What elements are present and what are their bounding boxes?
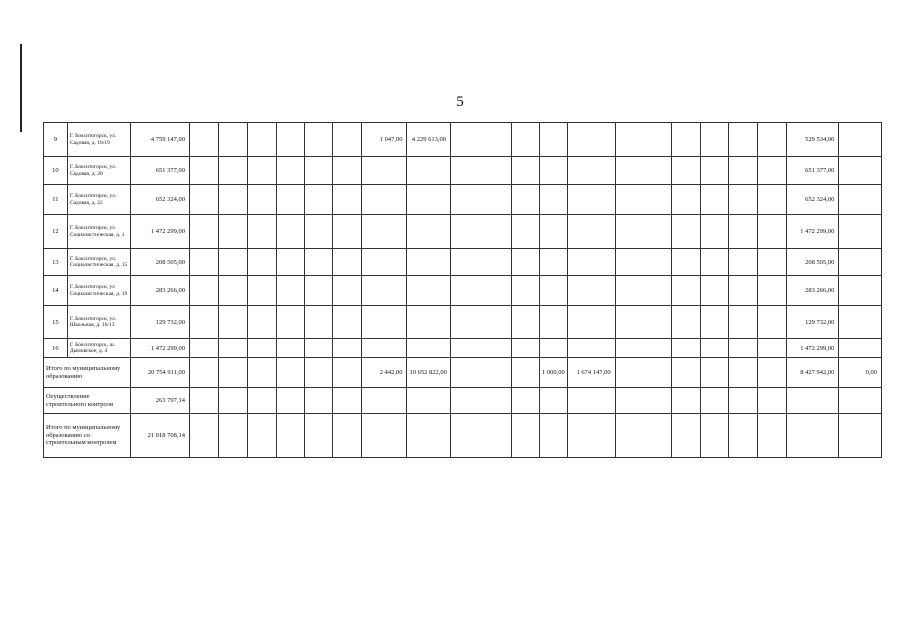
empty-cell [757,358,786,388]
table-row [44,185,882,215]
empty-cell [700,358,728,388]
empty-cell [728,215,757,249]
empty-cell [219,388,248,414]
empty-cell [248,123,277,157]
empty-cell [248,215,277,249]
empty-cell [332,276,361,306]
empty-cell [512,157,540,185]
row-value-cell [407,157,451,185]
empty-cell [361,388,407,414]
table-row [44,215,882,249]
empty-cell [757,249,786,276]
empty-cell [757,414,786,458]
empty-cell [450,414,511,458]
row-value-cell [568,339,616,358]
empty-cell [219,414,248,458]
empty-cell [190,358,219,388]
row-value-cell: 4 229 613,00 [407,123,451,157]
empty-cell [248,276,277,306]
empty-cell [671,185,700,215]
total-label: Итого по муниципальному образованию [44,358,131,388]
empty-cell [332,157,361,185]
row-index: 11 [44,185,68,215]
row-index: 14 [44,276,68,306]
total-label: Итого по муниципальному образованию со строительным контролем [44,414,131,458]
row-value-cell [568,276,616,306]
empty-cell [757,339,786,358]
empty-cell [757,215,786,249]
empty-cell [671,157,700,185]
total-value-cell: 1 674 147,00 [568,358,616,388]
row-address: Г. Бокситогорск, ул. Социалистическая, д. 15 [67,249,130,276]
empty-cell [304,306,332,339]
row-value-cell [361,306,407,339]
row-index: 12 [44,215,68,249]
empty-cell [219,276,248,306]
table-body [44,123,882,458]
empty-cell [786,388,839,414]
total-row-municipal-with-control [44,414,882,458]
empty-cell [540,388,568,414]
empty-cell [700,215,728,249]
row-value-cell [407,306,451,339]
empty-cell [450,388,511,414]
total-value-cell: 2 442,00 [361,358,407,388]
empty-cell [671,249,700,276]
row-index: 16 [44,339,68,358]
empty-cell [277,414,305,458]
empty-cell [332,339,361,358]
empty-cell [332,414,361,458]
empty-cell [540,414,568,458]
empty-cell [190,388,219,414]
empty-cell [615,276,671,306]
empty-cell [190,157,219,185]
empty-cell [304,388,332,414]
row-total: 652 324,00 [130,185,189,215]
empty-cell [512,388,540,414]
empty-cell [219,306,248,339]
row-value-cell [568,215,616,249]
empty-cell [304,157,332,185]
empty-cell [728,358,757,388]
row-address: Г. Бокситогорск, ул. Садовая, д. 22 [67,185,130,215]
empty-cell [512,185,540,215]
row-value-cell [839,306,882,339]
empty-cell [700,185,728,215]
empty-cell [248,339,277,358]
empty-cell [615,157,671,185]
row-index: 15 [44,306,68,339]
row-value-cell [407,185,451,215]
empty-cell [190,276,219,306]
row-value-cell [407,215,451,249]
empty-cell [757,157,786,185]
empty-cell [615,388,671,414]
row-value-cell [540,215,568,249]
row-value-cell [540,306,568,339]
empty-cell [700,157,728,185]
empty-cell [757,388,786,414]
row-value-cell: 1 472 299,00 [786,215,839,249]
empty-cell [700,306,728,339]
row-value-cell [568,306,616,339]
empty-cell [219,249,248,276]
row-value-cell [540,123,568,157]
empty-cell [190,185,219,215]
empty-cell [219,157,248,185]
empty-cell [304,123,332,157]
empty-cell [304,414,332,458]
row-value-cell [540,249,568,276]
total-label: Осуществление строительного контроля [44,388,131,414]
empty-cell [277,358,305,388]
empty-cell [671,215,700,249]
empty-cell [190,249,219,276]
row-value-cell [839,249,882,276]
empty-cell [700,123,728,157]
empty-cell [512,249,540,276]
row-index: 9 [44,123,68,157]
empty-cell [277,215,305,249]
empty-cell [304,339,332,358]
total-row-municipal [44,358,882,388]
empty-cell [304,276,332,306]
empty-cell [332,358,361,388]
empty-cell [615,249,671,276]
row-value-cell [450,157,511,185]
row-value-cell [407,339,451,358]
table-row [44,339,882,358]
empty-cell [615,339,671,358]
empty-cell [615,306,671,339]
row-value-cell [450,339,511,358]
total-value-cell: 0,00 [839,358,882,388]
row-value-cell [361,185,407,215]
empty-cell [671,414,700,458]
row-value-cell: 1 047,00 [361,123,407,157]
empty-cell [248,185,277,215]
empty-cell [219,358,248,388]
row-value-cell: 651 377,00 [786,157,839,185]
row-value-cell [407,276,451,306]
row-value-cell: 208 505,00 [786,249,839,276]
empty-cell [407,388,451,414]
empty-cell [615,215,671,249]
empty-cell [304,358,332,388]
empty-cell [219,215,248,249]
row-value-cell [361,215,407,249]
empty-cell [332,306,361,339]
total-row-construction-control [44,388,882,414]
row-value-cell [450,276,511,306]
empty-cell [700,249,728,276]
row-address: Г. Бокситогорск, ул. Школьная, д. 16/13 [67,306,130,339]
empty-cell [700,276,728,306]
row-value-cell [450,185,511,215]
empty-cell [757,276,786,306]
row-value-cell [361,249,407,276]
empty-cell [728,339,757,358]
total-value-cell: 1 000,00 [540,358,568,388]
empty-cell [248,388,277,414]
empty-cell [512,306,540,339]
empty-cell [277,306,305,339]
empty-cell [615,414,671,458]
empty-cell [248,414,277,458]
row-address: Г. Бокситогорск, ул Социалистическая, д. 1 [67,215,130,249]
empty-cell [757,123,786,157]
row-total: 283 266,00 [130,276,189,306]
row-value-cell [839,276,882,306]
empty-cell [728,249,757,276]
row-address: Г. Бокситогорск, ш. Дымовское, д. 4 [67,339,130,358]
empty-cell [512,276,540,306]
empty-cell [728,123,757,157]
empty-cell [332,123,361,157]
total-value: 20 754 911,00 [130,358,189,388]
empty-cell [190,215,219,249]
empty-cell [361,414,407,458]
empty-cell [728,306,757,339]
total-value: 263 797,14 [130,388,189,414]
empty-cell [190,306,219,339]
row-address: Г. Бокситогорск, ул Социалистическая, д. 19 [67,276,130,306]
row-value-cell [361,157,407,185]
empty-cell [512,414,540,458]
empty-cell [512,123,540,157]
table-row [44,123,882,157]
row-value-cell [450,123,511,157]
row-value-cell [839,215,882,249]
empty-cell [671,358,700,388]
empty-cell [277,123,305,157]
left-margin-line [20,44,22,132]
row-total: 1 472 299,00 [130,339,189,358]
row-value-cell [540,339,568,358]
empty-cell [407,414,451,458]
empty-cell [332,249,361,276]
row-value-cell [361,339,407,358]
page-number: 5 [456,94,464,110]
empty-cell [190,339,219,358]
empty-cell [671,339,700,358]
empty-cell [671,388,700,414]
row-value-cell [450,306,511,339]
row-value-cell: 652 324,00 [786,185,839,215]
empty-cell [304,185,332,215]
empty-cell [277,249,305,276]
row-value-cell [839,123,882,157]
empty-cell [190,414,219,458]
row-index: 13 [44,249,68,276]
empty-cell [277,157,305,185]
row-value-cell [568,185,616,215]
empty-cell [277,339,305,358]
row-value-cell: 529 534,00 [786,123,839,157]
empty-cell [248,358,277,388]
empty-cell [700,339,728,358]
row-value-cell [361,276,407,306]
empty-cell [304,215,332,249]
register-table [43,122,882,458]
row-value-cell [568,123,616,157]
row-value-cell [540,276,568,306]
row-value-cell: 283 266,00 [786,276,839,306]
total-value: 21 018 708,14 [130,414,189,458]
empty-cell [512,358,540,388]
table-row [44,306,882,339]
empty-cell [728,185,757,215]
row-value-cell [568,157,616,185]
total-value-cell [450,358,511,388]
empty-cell [248,249,277,276]
row-value-cell: 1 472 299,00 [786,339,839,358]
empty-cell [671,276,700,306]
row-value-cell [839,185,882,215]
empty-cell [219,185,248,215]
empty-cell [190,123,219,157]
empty-cell [615,123,671,157]
row-value-cell [540,157,568,185]
row-total: 208 505,00 [130,249,189,276]
row-address: Г. Бокситогорск, ул. Садовая, д. 16/19 [67,123,130,157]
empty-cell [700,388,728,414]
empty-cell [839,414,882,458]
empty-cell [615,185,671,215]
empty-cell [786,414,839,458]
table-row [44,276,882,306]
empty-cell [304,249,332,276]
row-address: Г. Бокситогорск, ул. Садовая, д. 20 [67,157,130,185]
empty-cell [757,306,786,339]
empty-cell [512,215,540,249]
row-index: 10 [44,157,68,185]
empty-cell [219,339,248,358]
empty-cell [219,123,248,157]
row-value-cell [450,215,511,249]
empty-cell [700,414,728,458]
empty-cell [512,339,540,358]
empty-cell [728,414,757,458]
empty-cell [277,185,305,215]
empty-cell [277,276,305,306]
row-value-cell [839,157,882,185]
row-value-cell [540,185,568,215]
row-value-cell [407,249,451,276]
empty-cell [839,388,882,414]
empty-cell [728,276,757,306]
row-total: 651 377,00 [130,157,189,185]
table-row [44,157,882,185]
table-row [44,249,882,276]
empty-cell [757,185,786,215]
empty-cell [332,215,361,249]
empty-cell [248,157,277,185]
row-value-cell [568,249,616,276]
empty-cell [671,123,700,157]
empty-cell [332,185,361,215]
empty-cell [568,388,616,414]
total-value-cell: 8 427 942,00 [786,358,839,388]
empty-cell [615,358,671,388]
row-value-cell [450,249,511,276]
empty-cell [332,388,361,414]
row-total: 4 759 147,00 [130,123,189,157]
row-value-cell [839,339,882,358]
row-value-cell: 129 732,00 [786,306,839,339]
total-value-cell: 10 652 822,00 [407,358,451,388]
empty-cell [248,306,277,339]
empty-cell [671,306,700,339]
empty-cell [277,388,305,414]
empty-cell [728,388,757,414]
empty-cell [568,414,616,458]
empty-cell [728,157,757,185]
row-total: 1 472 299,00 [130,215,189,249]
row-total: 129 732,00 [130,306,189,339]
